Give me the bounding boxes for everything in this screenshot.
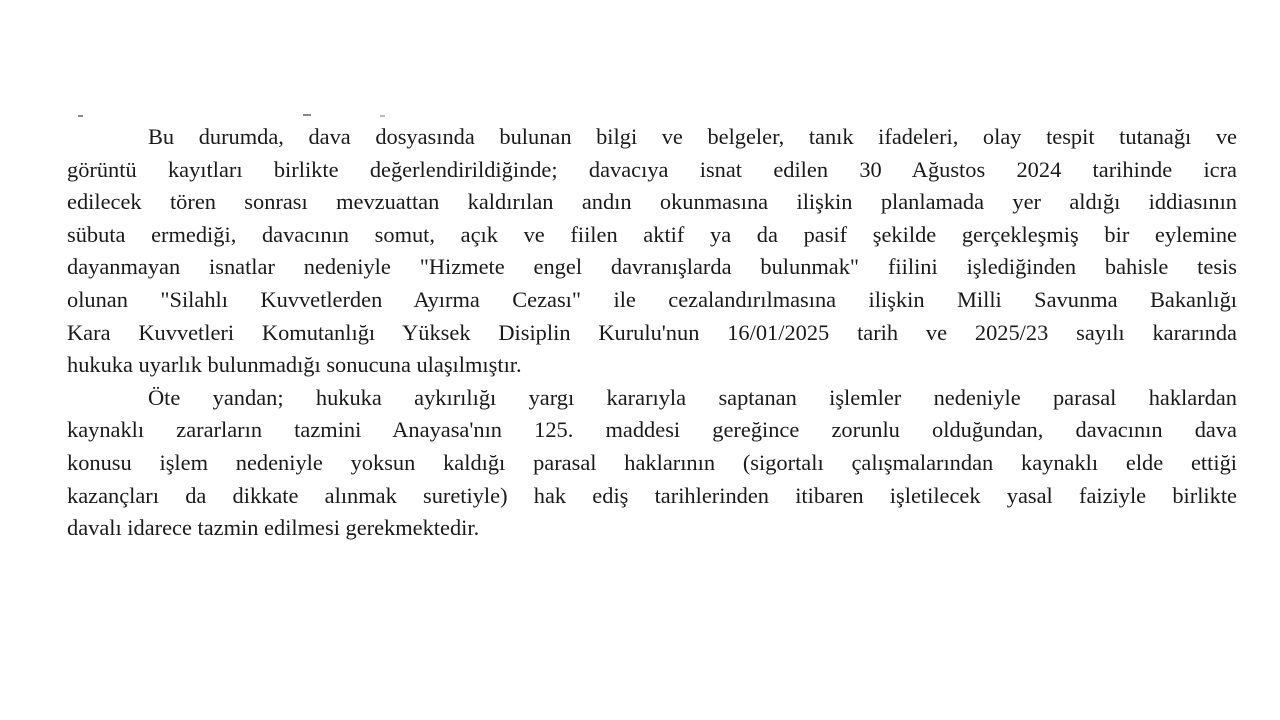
text-line: Öte yandan; hukuka aykırılığı yargı kararıyla saptanan işlemler nedeniyle parasal haklardan: [148, 384, 1237, 410]
scan-artifact-mark: [78, 115, 83, 117]
text-line: dayanmayan isnatlar nedeniyle "Hizmete engel davranışlarda bulunmak" fiilini işlediğinden bahisle tesis: [67, 254, 1237, 280]
text-line: sübuta ermediği, davacının somut, açık ve fiilen aktif ya da pasif şekilde gerçekleşmiş bir eylemine: [67, 221, 1237, 247]
text-line: kazançları da dikkate alınmak suretiyle) hak ediş tarihlerinden itibaren işletilecek yasal faiziyle birlikte: [67, 482, 1237, 508]
paragraph-1: [67, 121, 1237, 382]
text-line: görüntü kayıtları birlikte değerlendirildiğinde; davacıya isnat edilen 30 Ağustos 2024 tarihinde icra: [67, 156, 1237, 182]
text-line: davalı idarece tazmin edilmesi gerekmektedir.: [67, 515, 480, 541]
document-body: [67, 121, 1237, 545]
text-line: edilecek tören sonrası mevzuattan kaldırılan andın okunmasına ilişkin planlamada yer aldığı iddiasının: [67, 189, 1237, 215]
text-line: konusu işlem nedeniyle yoksun kaldığı parasal haklarının (sigortalı çalışmalarından kaynaklı elde ettiği: [67, 449, 1237, 475]
scan-artifact-mark: [303, 114, 311, 116]
text-line: Kara Kuvvetleri Komutanlığı Yüksek Disiplin Kurulu'nun 16/01/2025 tarih ve 2025/23 sayılı kararında: [67, 319, 1237, 345]
text-line: hukuka uyarlık bulunmadığı sonucuna ulaşılmıştır.: [67, 352, 522, 378]
text-line: Bu durumda, dava dosyasında bulunan bilgi ve belgeler, tanık ifadeleri, olay tespit tutanağı ve: [148, 124, 1237, 149]
scan-artifact-mark: [380, 115, 385, 117]
text-line: kaynaklı zararların tazmini Anayasa'nın 125. maddesi gereğince zorunlu olduğundan, davacının dava: [67, 417, 1237, 443]
paragraph-2: [67, 382, 1237, 545]
text-line: olunan "Silahlı Kuvvetlerden Ayırma Cezası" ile cezalandırılmasına ilişkin Milli Savunma Bakanlığı: [67, 286, 1237, 312]
